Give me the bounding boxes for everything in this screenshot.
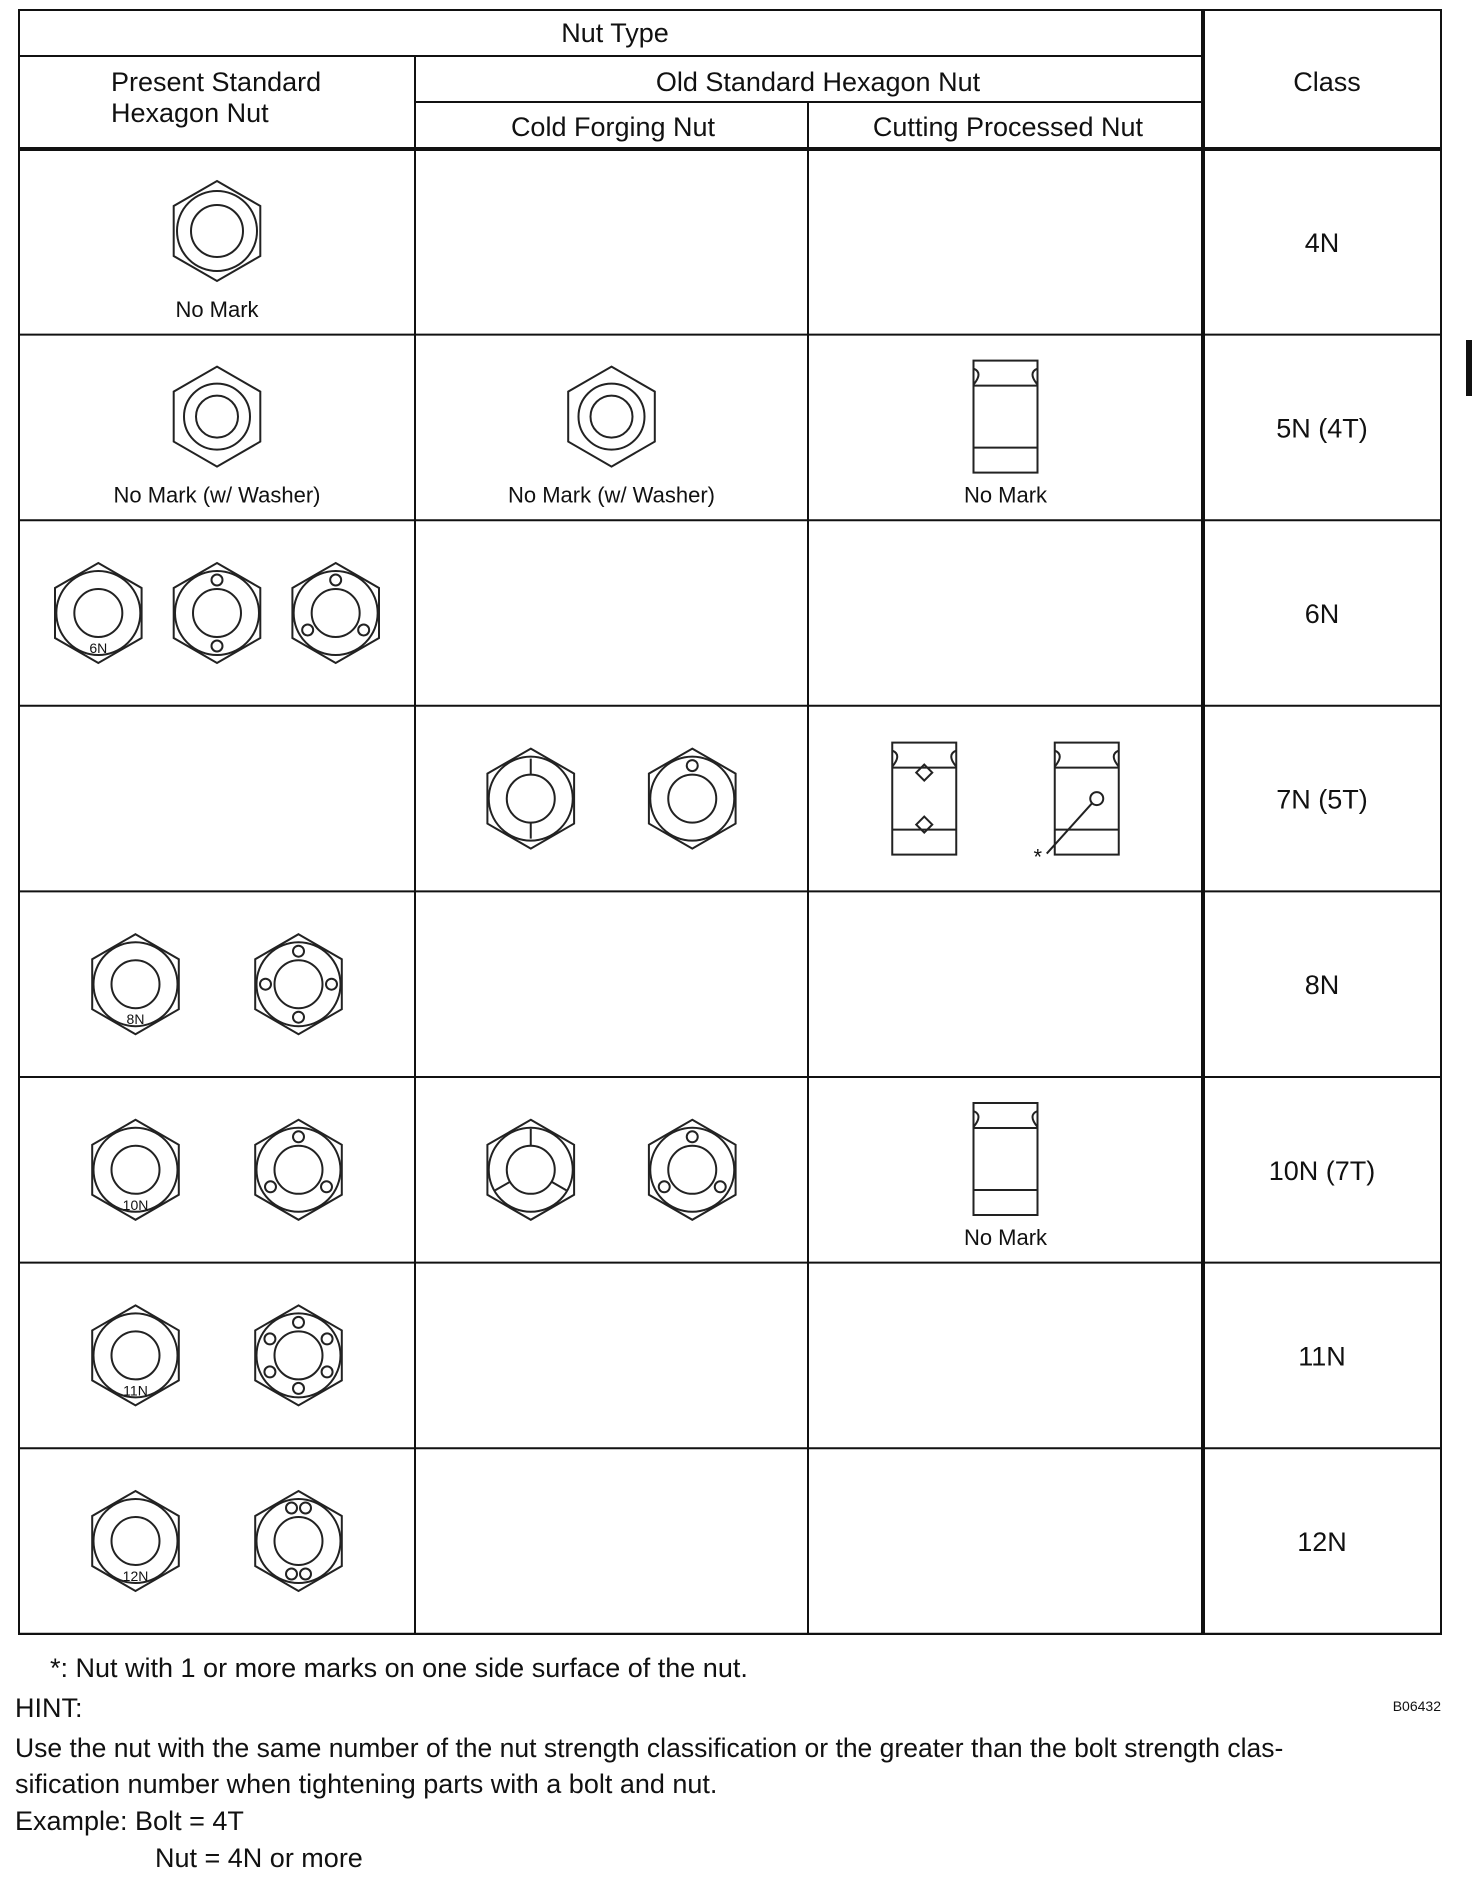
header-nut-type: Nut Type bbox=[561, 18, 669, 48]
footnote: *: Nut with 1 or more marks on one side surface of the nut. bbox=[50, 1653, 748, 1683]
hex-nut-12n-stamp-icon bbox=[92, 1491, 179, 1591]
hint-example-bolt: Example: Bolt = 4T bbox=[15, 1806, 244, 1836]
table-grid bbox=[19, 10, 1441, 1634]
hint-line-1: Use the nut with the same number of the nut strength classification or the greater than the bolt strength clas- bbox=[15, 1733, 1284, 1763]
washer-hex-nut-icon bbox=[568, 367, 655, 467]
class-value: 7N (5T) bbox=[1276, 784, 1368, 815]
hex-nut-three-dots-icon bbox=[292, 563, 379, 663]
hex-nut-6n-stamp-icon bbox=[55, 563, 142, 663]
hex-nut-8n-stamp-icon bbox=[92, 934, 179, 1034]
hex-nut-three-dots-icon bbox=[649, 1120, 736, 1220]
hex-nut-one-dot-icon bbox=[649, 749, 736, 849]
hex-nut-two-slots-icon bbox=[487, 749, 574, 849]
hex-nut-three-slots-icon bbox=[487, 1120, 574, 1220]
header-cold-forging: Cold Forging Nut bbox=[510, 112, 716, 142]
header-old-standard: Old Standard Hexagon Nut bbox=[655, 67, 981, 97]
hex-nut-11n-stamp-icon bbox=[92, 1305, 179, 1405]
svg-text:6N: 6N bbox=[89, 640, 108, 656]
side-view-nut-icon bbox=[974, 361, 1038, 473]
table-border bbox=[19, 10, 1441, 1634]
class-value: 8N bbox=[1304, 970, 1340, 1001]
figure-code: B06432 bbox=[1392, 1698, 1441, 1714]
header-present-standard-line2: Hexagon Nut bbox=[111, 98, 269, 128]
washer-hex-nut-icon bbox=[174, 367, 261, 467]
hex-nut-two-dots-icon bbox=[174, 563, 261, 663]
nut-caption: No Mark bbox=[963, 1225, 1048, 1250]
class-value: 10N (7T) bbox=[1268, 1155, 1376, 1186]
svg-text:*: * bbox=[1033, 844, 1043, 870]
hex-nut-three-dots-icon bbox=[255, 1120, 342, 1220]
hex-nut-10n-stamp-icon bbox=[92, 1120, 179, 1220]
page-edge-tab bbox=[1466, 340, 1472, 396]
side-view-nut-diamond-marks-icon bbox=[892, 743, 956, 855]
hex-nut-four-dot-pairs-icon bbox=[255, 1491, 342, 1591]
header-class: Class bbox=[1293, 67, 1361, 97]
nut-caption: No Mark (w/ Washer) bbox=[508, 482, 715, 508]
hint-example-nut: Nut = 4N or more bbox=[155, 1843, 363, 1873]
nut-caption: No Mark (w/ Washer) bbox=[113, 482, 321, 508]
hint-heading: HINT: bbox=[15, 1693, 83, 1723]
svg-text:10N: 10N bbox=[122, 1196, 149, 1213]
nut-caption: No Mark bbox=[963, 482, 1048, 508]
table-body bbox=[55, 181, 1375, 1591]
class-value: 12N bbox=[1297, 1527, 1347, 1557]
hex-nut-four-dots-icon bbox=[255, 934, 342, 1034]
side-view-nut-icon bbox=[974, 1103, 1038, 1215]
hint-line-2: sification number when tightening parts with a bolt and nut. bbox=[15, 1769, 718, 1799]
class-value: 6N bbox=[1304, 599, 1340, 629]
side-view-nut-side-mark-icon bbox=[1033, 743, 1118, 870]
header-present-standard-line1: Present Standard bbox=[111, 67, 322, 97]
svg-text:8N: 8N bbox=[126, 1011, 145, 1028]
class-value: 5N (4T) bbox=[1276, 413, 1368, 444]
header-cutting-processed: Cutting Processed Nut bbox=[872, 112, 1144, 142]
hex-nut-six-dots-icon bbox=[255, 1305, 342, 1405]
class-value: 4N bbox=[1304, 227, 1340, 258]
nut-caption: No Mark bbox=[175, 297, 259, 322]
plain-hex-nut-icon bbox=[174, 181, 261, 281]
class-value: 11N bbox=[1298, 1341, 1346, 1372]
svg-text:12N: 12N bbox=[122, 1568, 149, 1584]
svg-text:11N: 11N bbox=[123, 1382, 148, 1399]
table-header bbox=[111, 18, 1361, 142]
